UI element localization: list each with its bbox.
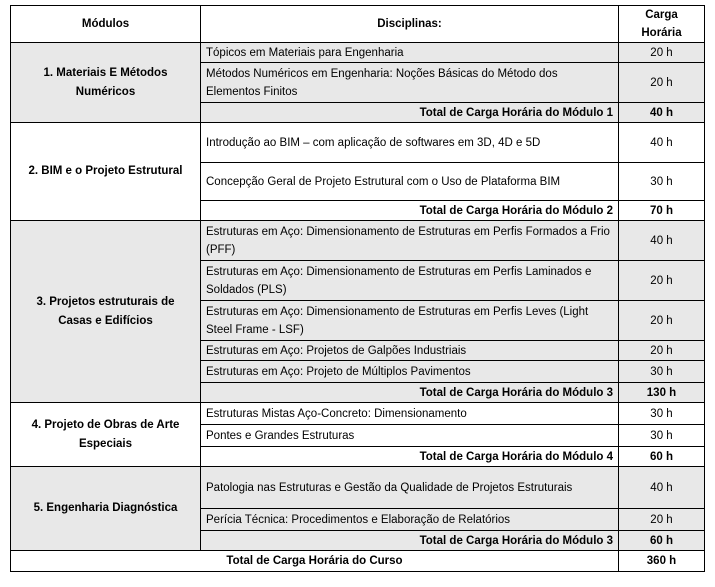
module-total-hours: 60 h <box>619 531 705 551</box>
course-total-row <box>11 551 705 572</box>
discipline-hours: 30 h <box>619 403 705 425</box>
module-total-hours: 60 h <box>619 447 705 467</box>
discipline-row <box>11 221 705 261</box>
discipline-hours: 20 h <box>619 43 705 63</box>
discipline-name: Concepção Geral de Projeto Estrutural com o Uso de Plataforma BIM <box>201 163 619 201</box>
course-total-label: Total de Carga Horária do Curso <box>11 551 619 572</box>
course-total-hours: 360 h <box>619 551 705 572</box>
module-name: 3. Projetos estruturais de Casas e Edifícios <box>11 221 201 403</box>
module-total-label: Total de Carga Horária do Módulo 3 <box>201 531 619 551</box>
module-total-hours: 70 h <box>619 201 705 221</box>
discipline-name: Estruturas em Aço: Projeto de Múltiplos Pavimentos <box>201 361 619 383</box>
curriculum-table <box>10 5 705 572</box>
module-total-label: Total de Carga Horária do Módulo 1 <box>201 103 619 123</box>
module-total-label: Total de Carga Horária do Módulo 3 <box>201 383 619 403</box>
module-total-hours: 40 h <box>619 103 705 123</box>
table-body <box>11 43 705 551</box>
discipline-name: Patologia nas Estruturas e Gestão da Qualidade de Projetos Estruturais <box>201 467 619 509</box>
discipline-hours: 30 h <box>619 425 705 447</box>
discipline-hours: 20 h <box>619 509 705 531</box>
module-name: 5. Engenharia Diagnóstica <box>11 467 201 551</box>
discipline-row <box>11 43 705 63</box>
discipline-hours: 20 h <box>619 261 705 301</box>
discipline-hours: 20 h <box>619 341 705 361</box>
module-name: 1. Materiais E Métodos Numéricos <box>11 43 201 123</box>
discipline-name: Estruturas em Aço: Projetos de Galpões Industriais <box>201 341 619 361</box>
header-row <box>11 6 705 43</box>
module-total-hours: 130 h <box>619 383 705 403</box>
discipline-name: Tópicos em Materiais para Engenharia <box>201 43 619 63</box>
module-name: 4. Projeto de Obras de Arte Especiais <box>11 403 201 467</box>
module-name: 2. BIM e o Projeto Estrutural <box>11 123 201 221</box>
discipline-row <box>11 403 705 425</box>
discipline-row <box>11 123 705 163</box>
discipline-name: Métodos Numéricos em Engenharia: Noções Básicas do Método dos Elementos Finitos <box>201 63 619 103</box>
header-disciplines: Disciplinas: <box>201 6 619 43</box>
discipline-hours: 20 h <box>619 301 705 341</box>
discipline-name: Estruturas em Aço: Dimensionamento de Estruturas em Perfis Leves (Light Steel Frame - LSF) <box>201 301 619 341</box>
discipline-hours: 40 h <box>619 221 705 261</box>
header-modules: Módulos <box>11 6 201 43</box>
discipline-hours: 20 h <box>619 63 705 103</box>
discipline-hours: 40 h <box>619 467 705 509</box>
module-total-label: Total de Carga Horária do Módulo 4 <box>201 447 619 467</box>
discipline-name: Pontes e Grandes Estruturas <box>201 425 619 447</box>
discipline-name: Perícia Técnica: Procedimentos e Elaboração de Relatórios <box>201 509 619 531</box>
discipline-hours: 30 h <box>619 361 705 383</box>
module-total-label: Total de Carga Horária do Módulo 2 <box>201 201 619 221</box>
discipline-name: Estruturas em Aço: Dimensionamento de Estruturas em Perfis Formados a Frio (PFF) <box>201 221 619 261</box>
discipline-hours: 40 h <box>619 123 705 163</box>
header-hours: Carga Horária <box>619 6 705 43</box>
discipline-name: Estruturas em Aço: Dimensionamento de Estruturas em Perfis Laminados e Soldados (PLS) <box>201 261 619 301</box>
discipline-name: Introdução ao BIM – com aplicação de softwares em 3D, 4D e 5D <box>201 123 619 163</box>
discipline-row <box>11 467 705 509</box>
discipline-name: Estruturas Mistas Aço-Concreto: Dimensionamento <box>201 403 619 425</box>
discipline-hours: 30 h <box>619 163 705 201</box>
